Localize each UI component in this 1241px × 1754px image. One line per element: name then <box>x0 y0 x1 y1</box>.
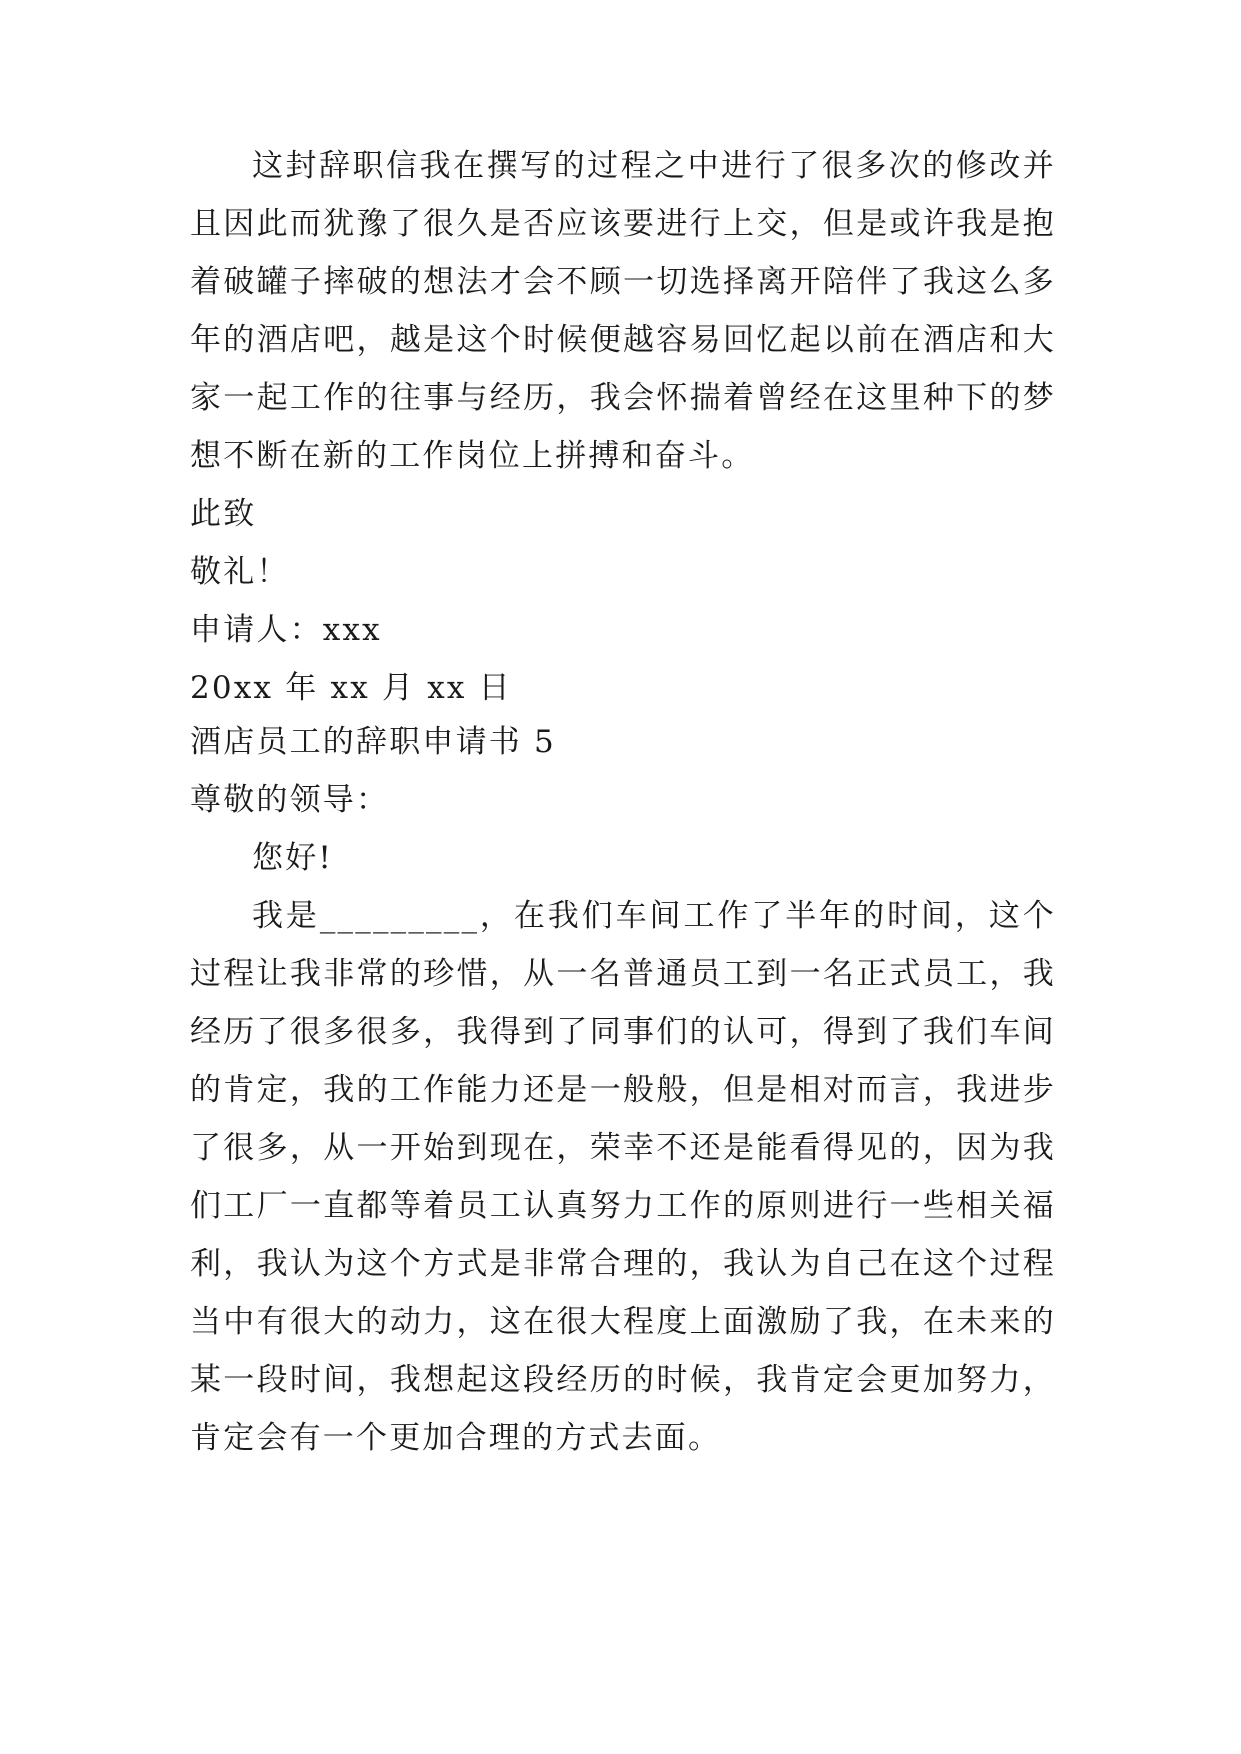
greeting: 您好! <box>252 840 334 876</box>
closing-line-2: 敬礼！ <box>190 554 290 590</box>
salutation: 尊敬的领导： <box>190 782 390 818</box>
applicant-line: 申请人：xxx <box>190 612 382 648</box>
letter-section-2 <box>190 713 1056 1467</box>
letter-section-1 <box>190 137 1056 717</box>
body-paragraph: 我是_________，在我们车间工作了半年的时间，这个过程让我非常的珍惜，从一名普通员工到一名正式员工，我经历了很多很多，我得到了同事们的认可，得到了我们车间的肯定，我的工作能力还是一般般，但是相对而言，我进步了很多，从一开始到现在，荣幸不还是能看得见的，因为我们工厂一直都等着员工认真努力工作的原则进行一些相关福利，我认为这个方式是非常合理的，我认为自己在这个过程当中有很大的动力，这在很大程度上面激励了我，在未来的某一段时间，我想起这段经历的时候，我肯定会更加努力，肯定会有一个更加合理的方式去面。 <box>190 898 1056 1456</box>
closing-line-1: 此致 <box>190 496 257 532</box>
body-paragraph: 这封辞职信我在撰写的过程之中进行了很多次的修改并且因此而犹豫了很久是否应该要进行上交，但是或许我是抱着破罐子摔破的想法才会不顾一切选择离开陪伴了我这么多年的酒店吧，越是这个时候便越容易回忆起以前在酒店和大家一起工作的往事与经历，我会怀揣着曾经在这里种下的梦想不断在新的工作岗位上拼搏和奋斗。 <box>190 148 1056 474</box>
date-line: 20xx 年 xx 月 xx 日 <box>190 670 512 706</box>
section-title: 酒店员工的辞职申请书 5 <box>190 724 556 760</box>
